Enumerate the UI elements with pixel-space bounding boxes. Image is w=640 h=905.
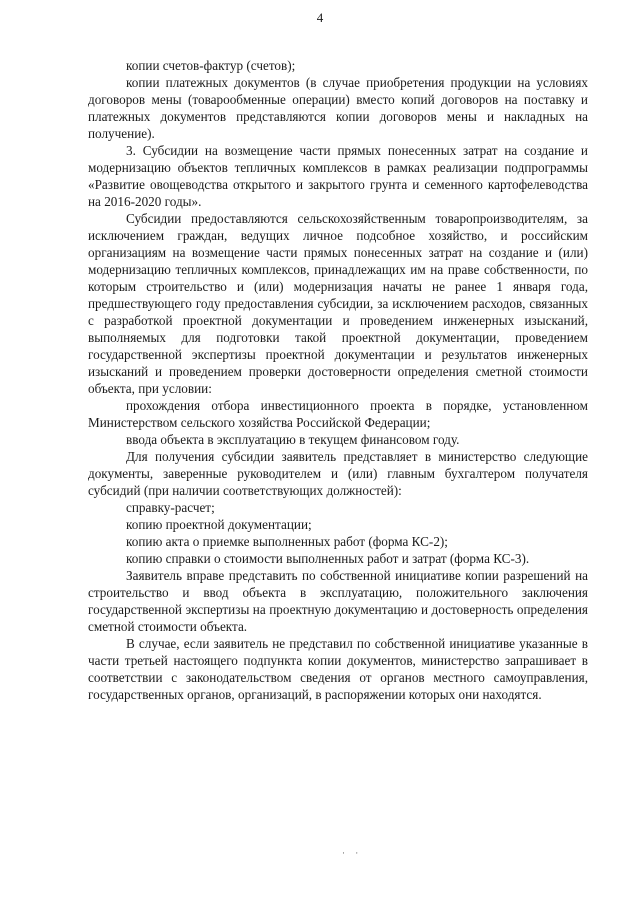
paragraph: копию справки о стоимости выполненных работ и затрат (форма КС-3). xyxy=(126,551,530,566)
paragraph: Заявитель вправе представить по собственной инициативе копии разрешений на строительство и ввод объекта в эксплуатацию, положительного заключения государственной экспертизы на проектную документацию и достоверность определения сметной стоимости объекта. xyxy=(88,568,588,634)
paragraph: справку-расчет; xyxy=(126,500,215,515)
scan-artifact-mark: · · xyxy=(342,848,363,858)
paragraph: копии платежных документов (в случае приобретения продукции на условиях договоров мены (товарообменные операции) вместо копий договоров на поставку и платежных документов представляются копии договоров мены и накладных на получение). xyxy=(88,75,588,141)
paragraph: 3. Субсидии на возмещение части прямых понесенных затрат на создание и модернизацию объектов тепличных комплексов в рамках реализации подпрограммы «Развитие овощеводства открытого и закрытого грунта и семенного картофелеводства на 2016-2020 годы». xyxy=(88,143,588,209)
paragraph: В случае, если заявитель не представил по собственной инициативе указанные в части третьей настоящего подпункта копии документов, министерство запрашивает в соответствии с законодательством сведения от органов местного самоуправления, государственных органов, организаций, в распоряжении которых они находятся. xyxy=(88,636,588,702)
paragraph: копию акта о приемке выполненных работ (форма КС-2); xyxy=(126,534,448,549)
paragraph: копии счетов-фактур (счетов); xyxy=(126,58,296,73)
paragraph: Субсидии предоставляются сельскохозяйственным товаропроизводителям, за исключением граждан, ведущих личное подсобное хозяйство, и российским организациям на возмещение части прямых понесенных затрат на создание и (или) модернизацию тепличных комплексов, принадлежащих им на праве собственности, по которым строительство и (или) модернизация начаты не ранее 1 января года, предшествующего году предоставления субсидии, за исключением расходов, связанных с разработкой проектной документации и проведением инженерных изысканий, выполняемых для подготовки такой проектной документации, проведением государственной экспертизы проектной документации и результатов инженерных изысканий и проведением проверки достоверности определения сметной стоимости объекта, при условии: xyxy=(88,211,588,396)
paragraph: ввода объекта в эксплуатацию в текущем финансовом году. xyxy=(126,432,460,447)
page-number: 4 xyxy=(316,10,324,25)
paragraph: копию проектной документации; xyxy=(126,517,312,532)
paragraph: прохождения отбора инвестиционного проекта в порядке, установленном Министерством сельского хозяйства Российской Федерации; xyxy=(88,398,588,430)
document-body xyxy=(88,57,588,703)
paragraph: Для получения субсидии заявитель представляет в министерство следующие документы, заверенные руководителем и (или) главным бухгалтером получателя субсидий (при наличии соответствующих должностей): xyxy=(88,449,588,498)
